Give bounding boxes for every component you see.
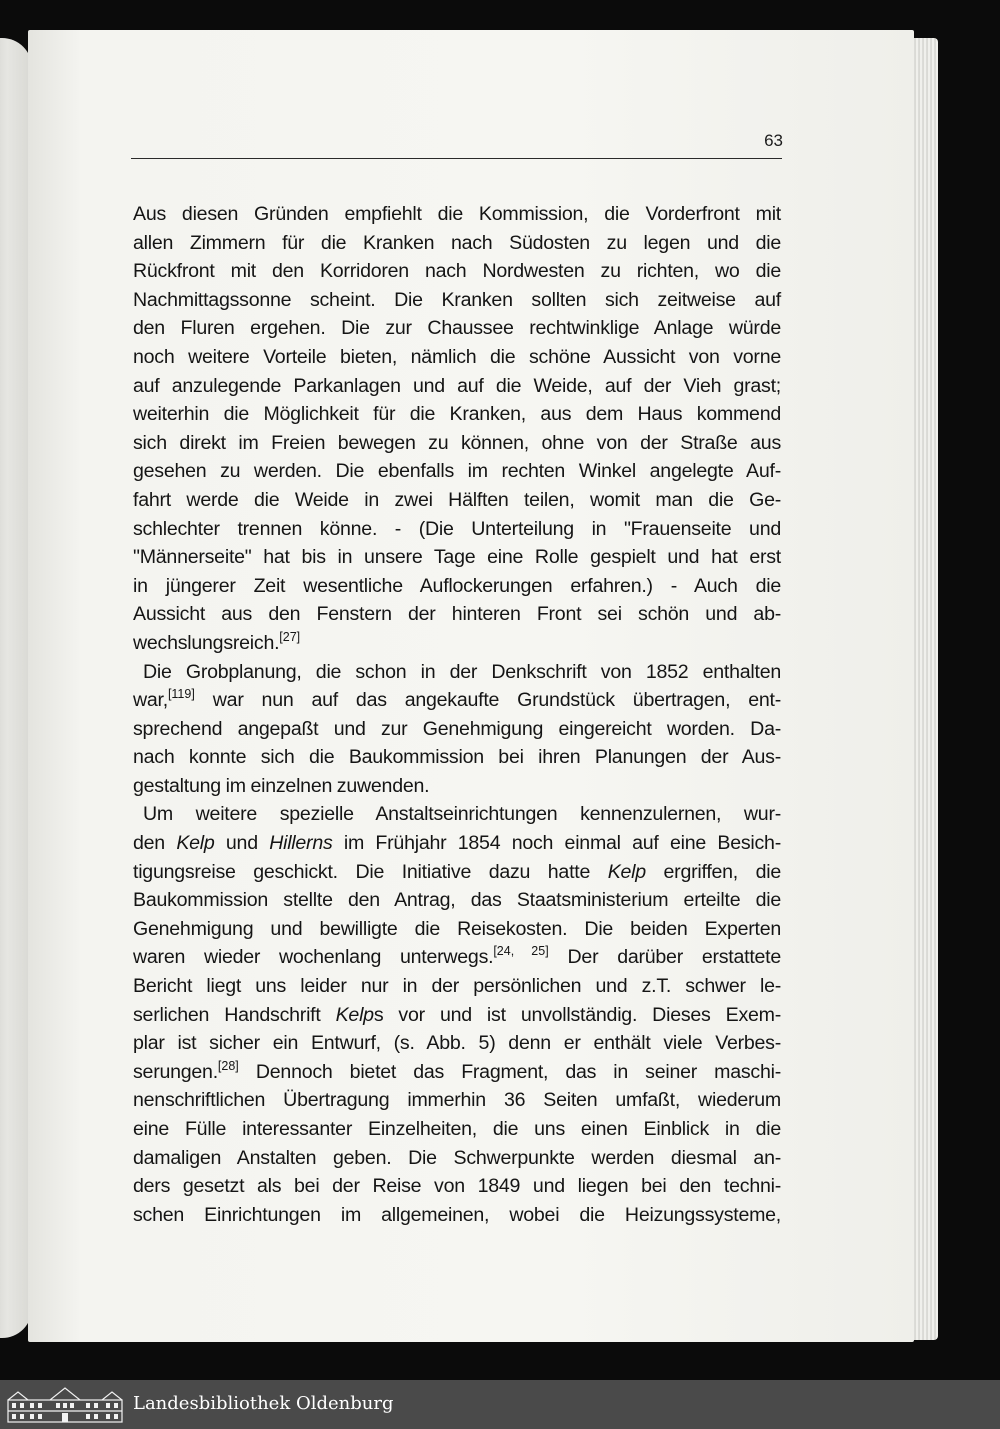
text-line [133,915,781,944]
text-line [133,343,781,372]
text-segment: gesehen zu werden. Die ebenfalls im rechten Winkel angelegte Auf- [133,460,781,483]
text-segment: wechslungsreich. [133,631,280,654]
text-line [133,1029,781,1058]
text-segment: serungen. [133,1060,218,1083]
text-line [133,1172,781,1201]
footnote-reference: [27] [279,629,301,644]
footnote-reference: [28] [217,1058,239,1073]
footnote-reference: [119] [167,687,195,702]
text-segment: Nachmittagssonne scheint. Die Kranken sollten sich zeitweise auf [133,288,781,311]
text-segment: s vor und ist unvollständig. Dieses Exem- [373,1003,781,1026]
text-line [133,515,781,544]
text-line [133,1201,781,1230]
text-line [133,543,781,572]
text-segment: noch weitere Vorteile bieten, nämlich die schöne Aussicht von vorne [133,345,781,368]
text-segment: Aussicht aus den Fenstern der hinteren Front sei schön und ab- [133,603,781,626]
text-segment: in jüngerer Zeit wesentliche Auflockerungen erfahren.) - Auch die [133,574,781,597]
text-segment: nenschriftlichen Übertragung immerhin 36 Seiten umfaßt, wiederum [133,1089,781,1112]
text-line [133,658,781,687]
text-segment: Baukommission stellte den Antrag, das Staatsministerium erteilte die [133,889,781,912]
footer-bar [0,1380,1000,1429]
text-segment: Um weitere spezielle Anstaltseinrichtungen kennenzulernen, wur- [143,803,781,826]
text-segment: nach konnte sich die Baukommission bei ihren Planungen der Aus- [133,746,781,769]
text-segment: Der darüber erstattete [548,946,782,969]
text-segment: plar ist sicher ein Entwurf, (s. Abb. 5) denn er enthält viele Verbes- [133,1032,781,1055]
text-line [133,1144,781,1173]
text-segment: fahrt werde die Weide in zwei Hälften teilen, womit man die Ge- [133,488,781,511]
page-number: 63 [764,131,783,150]
text-line [133,572,781,601]
text-segment: serlichen Handschrift [133,1003,336,1026]
text-line [133,400,781,429]
text-segment: war nun auf das angekaufte Grundstück übertragen, ent- [194,689,781,712]
text-segment: auf anzulegende Parkanlagen und auf die Weide, auf der Vieh grast; [133,374,781,397]
italic-name: Hillerns [269,832,333,855]
text-segment: schlechter trennen könne. - (Die Unterteilung in "Frauenseite und [133,517,781,540]
text-segment: gestaltung im einzelnen zuwenden. [133,774,430,797]
text-segment: sprechend angepaßt und zur Genehmigung eingereicht worden. Da- [133,717,781,740]
text-segment: und [214,832,270,855]
text-line [133,772,781,801]
text-line [133,257,781,286]
library-name: Landesbibliothek Oldenburg [133,1393,394,1414]
text-segment: damaligen Anstalten geben. Die Schwerpunkte werden diesmal an- [133,1146,781,1169]
text-line [133,886,781,915]
text-line [133,600,781,629]
text-line [133,943,781,972]
text-segment: im Frühjahr 1854 noch einmal auf eine Besich- [332,832,781,855]
italic-name: Kelp [607,860,646,883]
text-line [133,429,781,458]
text-segment: Aus diesen Gründen empfiehlt die Kommission, die Vorderfront mit [133,203,781,225]
text-segment: eine Fülle interessanter Einzelheiten, die uns einen Einblick in die [133,1118,781,1140]
header-rule [131,158,782,159]
text-segment: waren wieder wochenlang unterwegs. [133,946,494,969]
text-segment: schen Einrichtungen im allgemeinen, wobei die Heizungssysteme, [133,1203,781,1226]
text-segment: allen Zimmern für die Kranken nach Südosten zu legen und die [133,231,781,254]
text-segment: Rückfront mit den Korridoren nach Nordwesten zu richten, wo die [133,260,781,283]
text-segment: den Fluren ergehen. Die zur Chaussee rechtwinklige Anlage würde [133,317,781,340]
text-line [133,629,781,658]
text-segment: ergriffen, die [645,860,781,883]
text-line [133,800,781,829]
text-line [133,1086,781,1115]
text-line [133,486,781,515]
footnote-reference: [24, 25] [493,944,549,959]
italic-name: Kelp [335,1003,374,1026]
text-segment: ders gesetzt als bei der Reise von 1849 und liegen bei den techni- [133,1175,781,1198]
text-line [133,972,781,1001]
text-line [133,686,781,715]
text-line [133,372,781,401]
text-line [133,457,781,486]
text-segment: Die Grobplanung, die schon in der Denkschrift von 1852 enthalten [143,660,781,683]
text-line [133,1001,781,1030]
text-segment: weiterhin die Möglichkeit für die Kranken, aus dem Haus kommend [133,403,781,426]
text-segment: Dennoch bietet das Fragment, das in seiner maschi- [238,1060,781,1083]
text-segment: "Männerseite" hat bis in unsere Tage eine Rolle gespielt und hat erst [133,546,781,569]
text-line [133,200,781,229]
text-line [133,1115,781,1144]
text-line [133,829,781,858]
library-building-icon [6,1386,124,1424]
text-line [133,314,781,343]
text-segment: Genehmigung und bewilligte die Reisekosten. Die beiden Experten [133,917,781,940]
text-line [133,229,781,258]
body-text [133,200,781,1229]
text-line [133,715,781,744]
text-line [133,1058,781,1087]
text-segment: sich direkt im Freien bewegen zu können, ohne von der Straße aus [133,431,781,454]
text-line [133,858,781,887]
text-line [133,743,781,772]
text-line [133,286,781,315]
italic-name: Kelp [176,832,215,855]
text-segment: tigungsreise geschickt. Die Initiative dazu hatte [133,860,608,883]
text-segment: den [133,832,177,855]
text-segment: war, [133,689,168,712]
text-segment: Bericht liegt uns leider nur in der persönlichen und z.T. schwer le- [133,975,781,998]
